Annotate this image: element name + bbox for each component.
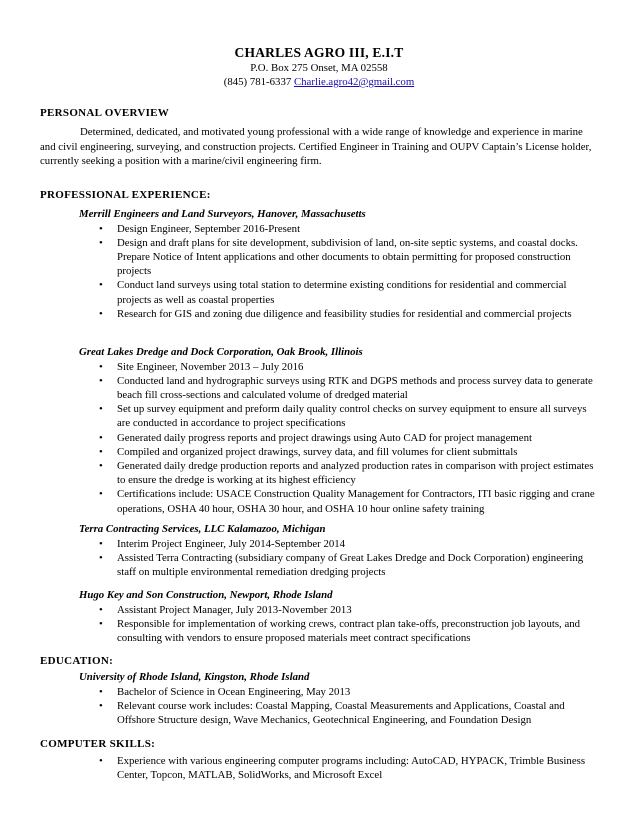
bullet-icon: •: [99, 685, 103, 698]
bullet-icon: •: [99, 445, 103, 458]
list-item: • Certifications include: USACE Construction Quality Management for Contractors, ITI basic rigging and crane operations, OSHA 40 hour, OSHA 30 hour, and OSHA 10 hour online safety training: [99, 488, 595, 515]
list-item: • Assisted Terra Contracting (subsidiary company of Great Lakes Dredge and Dock Corporation) engineering staff on multiple environmental remediation dredging projects: [99, 551, 584, 578]
skills-bullets: [79, 754, 599, 782]
list-item: • Conducted land and hydrographic surveys using RTK and DGPS methods and process survey data to generate beach fill cross-sections and calculated volume of dredged material: [99, 374, 593, 401]
list-item: • Responsible for implementation of working crews, contract plan take-offs, preconstruction job layouts, and consulting with vendors to ensure proposed materials meet contract specifications: [99, 617, 581, 644]
bullet-icon: •: [99, 374, 103, 387]
list-item: • Conduct land surveys using total station to determine existing conditions for residential and commercial projects as well as coastal properties: [99, 279, 567, 306]
list-item: • Compiled and organized project drawings, survey data, and fill volumes for client submittals: [99, 445, 518, 458]
bullet-icon: •: [99, 360, 103, 373]
bullet-icon: •: [99, 403, 103, 416]
education-heading: EDUCATION:: [40, 655, 114, 667]
bullet-icon: •: [99, 431, 103, 444]
experience-heading: PROFESSIONAL EXPERIENCE:: [40, 189, 211, 201]
contact-line: [0, 75, 638, 89]
phone-number: (845) 781-6337: [223, 76, 292, 88]
bullet-icon: •: [99, 279, 103, 292]
bullet-icon: •: [99, 537, 103, 550]
list-item: • Generated daily dredge production reports and analyzed production rates in comparison with project estimates to ensure the dredge is working at its highest efficiency: [99, 459, 594, 487]
resume-header: [0, 44, 638, 89]
job-terra: [79, 522, 599, 579]
list-item: • Interim Project Engineer, July 2014-September 2014: [99, 537, 346, 550]
list-item: • Relevant course work includes: Coastal Mapping, Coastal Measurements and Applications, Coastal and Offshore Structure design, Wave Mechanics, Geotechnical Engineering, and Foundation Design: [99, 699, 565, 726]
list-item: • Bachelor of Science in Ocean Engineering, May 2013: [99, 685, 351, 698]
bullet-icon: •: [99, 236, 103, 249]
job-bullets: [79, 222, 599, 321]
overview-heading: PERSONAL OVERVIEW: [40, 107, 170, 119]
bullet-icon: •: [99, 699, 103, 712]
job-title: Merrill Engineers and Land Surveyors, Hanover, Massachusetts: [79, 208, 366, 220]
school-name: University of Rhode Island, Kingston, Rhode Island: [79, 671, 310, 683]
education-block: [79, 670, 599, 727]
list-item: • Site Engineer, November 2013 – July 2016: [99, 360, 304, 373]
job-bullets: [79, 360, 599, 516]
bullet-icon: •: [99, 459, 103, 472]
job-hugo-key: [79, 588, 599, 645]
overview-text: Determined, dedicated, and motivated young professional with a wide range of knowledge and experience in marine and civil engineering, surveying, and construction projects. Certified Engineer in Training and OUPV Captain’s License holder, currently seeking a position with a marine/civil engineering firm.: [40, 126, 592, 167]
list-item: • Assistant Project Manager, July 2013-November 2013: [99, 603, 352, 616]
list-item: • Design and draft plans for site development, subdivision of land, on-site septic systems, and coastal docks. Prepare Notice of Intent applications and other documents to obtain permitting for proposed construction projects: [99, 236, 578, 278]
job-bullets: [79, 603, 599, 646]
email-link[interactable]: Charlie.agro42@gmail.com: [293, 76, 415, 88]
bullet-icon: •: [99, 551, 103, 564]
bullet-icon: •: [99, 222, 103, 235]
list-item: • Design Engineer, September 2016-Present: [99, 222, 301, 235]
bullet-icon: •: [99, 488, 103, 501]
list-item: • Set up survey equipment and preform daily quality control checks on survey equipment to ensure all surveys are conducted in accordance to project specifications: [99, 403, 587, 430]
job-title: Great Lakes Dredge and Dock Corporation, Oak Brook, Illinois: [79, 346, 363, 358]
job-title: Hugo Key and Son Construction, Newport, Rhode Island: [79, 589, 333, 601]
bullet-icon: •: [99, 617, 103, 630]
job-bullets: [79, 537, 599, 580]
job-great-lakes: [79, 345, 599, 516]
bullet-icon: •: [99, 307, 103, 320]
candidate-name: CHARLES AGRO III, E.I.T: [234, 45, 404, 60]
job-title: Terra Contracting Services, LLC Kalamazoo, Michigan: [79, 523, 326, 535]
list-item: • Research for GIS and zoning due diligence and feasibility studies for residential and commercial projects: [99, 307, 572, 320]
list-item: • Generated daily progress reports and project drawings using Auto CAD for project management: [99, 431, 532, 444]
list-item: • Experience with various engineering computer programs including: AutoCAD, HYPACK, Trimble Business Center, Topcon, MATLAB, SolidWorks, and Microsoft Excel: [99, 755, 586, 782]
bullet-icon: •: [99, 755, 103, 767]
job-merrill: [79, 207, 599, 321]
address: P.O. Box 275 Onset, MA 02558: [250, 62, 388, 74]
skills-block: [79, 754, 599, 782]
education-bullets: [79, 685, 599, 728]
bullet-icon: •: [99, 603, 103, 616]
skills-heading: COMPUTER SKILLS:: [40, 738, 156, 750]
